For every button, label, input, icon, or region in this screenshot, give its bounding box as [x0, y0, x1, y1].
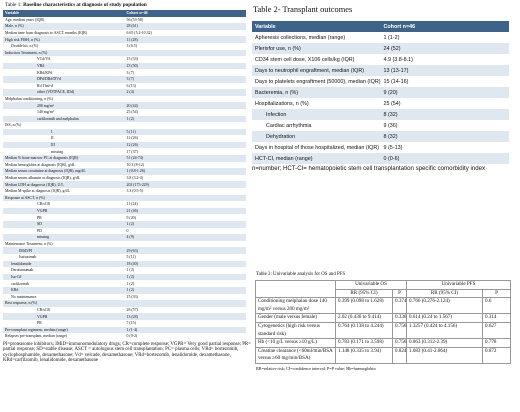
table-row: [252, 32, 509, 43]
table-row: [3, 129, 246, 136]
row-label: III: [3, 142, 125, 149]
table-row: [3, 30, 246, 37]
cell-pfs-rr: 1.083 (0.41-2.864): [407, 347, 483, 363]
row-value: 11 (28): [125, 36, 247, 43]
row-label: Median hemoglobin at diagnosis (IQR), g/dL: [5, 162, 76, 167]
table-row: [3, 320, 246, 327]
row-value: 1 (2): [126, 281, 134, 286]
table2-footnote: n=number; HCT-CI= hematopoietic stem cell transplantation specific comorbidity index: [252, 165, 486, 172]
table-row: [256, 339, 511, 348]
table-row: [3, 69, 246, 76]
row-value: 1 (2): [125, 287, 247, 294]
table1-caption-title: Baseline characteristics at diagnosis of study population: [23, 2, 147, 8]
table-row: [3, 274, 246, 281]
row-label: Apheresis collections, median (range): [255, 34, 346, 41]
table3-caption: Table 3: Univariable analysis for OS and PFS: [256, 272, 346, 277]
table-row: [252, 131, 509, 142]
table-row: [3, 287, 246, 294]
row-value: [125, 241, 247, 248]
row-value: 18 (40): [125, 261, 247, 268]
table-row: [252, 87, 509, 98]
row-label: Pre-transplant regimens, median (range): [3, 327, 125, 334]
table1-header-cohort: Cohort n=46: [125, 10, 247, 17]
row-value: [125, 122, 247, 129]
cell-pfs-p: 0.872: [483, 347, 511, 363]
row-label: DPd/DRd/DVd: [3, 76, 125, 83]
row-value: 51 (24-74): [125, 155, 247, 162]
cell-os-p: 0.336: [393, 314, 407, 323]
row-label: lenalidomide: [3, 261, 125, 268]
table-row: [3, 89, 246, 96]
table1-body: [3, 17, 246, 340]
table-row: [3, 142, 246, 149]
row-value: 1 (2): [125, 274, 247, 281]
table-row: [252, 109, 509, 120]
row-label: Male, n (%): [3, 23, 125, 30]
cell-pfs-rr: 0.863 (0.312-2.39): [407, 339, 483, 348]
table-row: [3, 148, 246, 155]
table-row: [252, 65, 509, 76]
table3-body: [256, 298, 511, 364]
table3-header-pfs-p: P: [483, 289, 511, 298]
row-value: 9 (20): [126, 215, 136, 220]
row-value: 1 (1-2): [383, 34, 400, 41]
row-label: PD: [37, 228, 42, 233]
row-value: 9 (5-13): [383, 144, 403, 151]
cell-pfs-rr: 0.766 (0.276-2.124): [407, 298, 483, 314]
table-row: [3, 300, 246, 307]
table-row: [3, 23, 246, 30]
row-label: CR/sCR: [37, 307, 50, 312]
row-value: 6 (13): [126, 83, 136, 88]
cell-label: Hb (<10 g/L versus ≥10 g/L): [256, 339, 336, 348]
table-row: [3, 214, 246, 221]
table3-footnote: RR=relative risk; CI=confidence interval; P=P value; Hb=haemoglobin: [256, 365, 376, 371]
row-label: Median serum albumin at diagnosis (IQR), g/dL: [5, 176, 81, 181]
cell-os-rr: 0.764 (0.138 to 4.244): [336, 322, 393, 338]
row-label: Days in hospital of those hospitalized, median (IQR): [255, 144, 380, 151]
cell-pfs-rr: 0.614 (0.24 to 1.567): [407, 314, 483, 323]
row-value: 25 (54): [383, 100, 401, 107]
table-row: [3, 201, 246, 208]
row-value: 3.8 (3.2-4): [126, 176, 144, 181]
row-value: 0: [126, 228, 129, 233]
row-label: carfilzomib: [11, 281, 29, 286]
row-label: 140 mg/m²: [37, 110, 55, 115]
table-row: [3, 102, 246, 109]
row-value: 12 (26): [125, 142, 247, 149]
cell-label: Creatine clearance (<60ml/min/BSA versus ≥60 mg/min/BSA): [256, 347, 336, 363]
table-row: [3, 267, 246, 274]
row-value: 3 (7): [125, 76, 247, 83]
row-value: 15 (33): [126, 57, 138, 62]
row-label: Induction Treatment, n (%): [3, 50, 125, 57]
row-label: I: [3, 129, 125, 136]
row-label: 200 mg/m²: [3, 102, 125, 109]
row-label: Median serum creatinine at diagnosis (IQR), mg/dL: [3, 168, 125, 175]
row-label: II: [51, 136, 54, 141]
row-label: Median time from diagnosis to ASCT, months (IQR): [5, 30, 88, 35]
row-label: Median LDH at diagnosis (IQR), U/L: [3, 181, 125, 188]
table-row: [3, 122, 246, 129]
row-label: Bacteremia, n (%): [252, 87, 381, 98]
row-value: 5 (11): [125, 129, 247, 136]
row-label: Infection: [252, 109, 381, 120]
cell-pfs-p: 0.778: [483, 339, 511, 348]
table3-header-pfs-rr: RR (95% CI): [407, 289, 483, 298]
row-label: PR: [37, 215, 42, 220]
row-label: Dehydration: [252, 131, 381, 142]
row-value: 21 (46): [125, 208, 247, 215]
cell-label: Conditioning melphalan dose 140 mg/m² versus 200 mg/m²: [256, 298, 336, 314]
row-value: [125, 50, 247, 57]
row-label: VRd: [3, 63, 125, 70]
row-value: 29 (63): [125, 247, 247, 254]
table-row: [3, 135, 246, 142]
row-value: 13 (28): [125, 313, 247, 320]
row-value: 13 (13-17): [381, 65, 510, 76]
row-label: HCT-CI, median (range): [252, 153, 381, 164]
table1-header-variable: Variable: [3, 10, 125, 17]
table-row: [3, 333, 246, 340]
table-row: [3, 109, 246, 116]
row-label: Best response, n (%): [3, 300, 125, 307]
row-value: 0 (0-2): [126, 334, 138, 339]
row-value: 4 (9): [125, 234, 247, 241]
cell-pfs-p: 0.6: [483, 298, 511, 314]
table-row: [252, 76, 509, 87]
row-label: Isatuximab: [19, 255, 37, 260]
row-label: Isa-Cd: [3, 274, 125, 281]
table-row: [3, 307, 246, 314]
table-row: [3, 17, 246, 24]
row-label: Days to neutrophil engraftment, median (IQR): [252, 65, 381, 76]
row-label: Daratumumab: [11, 268, 34, 273]
table-row: [252, 43, 509, 54]
table-row: [3, 116, 246, 123]
table1: [3, 10, 246, 340]
table-row: [3, 294, 246, 301]
table-row: [3, 50, 246, 57]
row-label: Plerixfor use, n (%): [252, 43, 381, 54]
row-value: 15 (14-16): [383, 78, 409, 85]
table2-header-cohort: Cohort n=46: [381, 21, 510, 32]
table-row: [3, 254, 246, 261]
row-label: SD: [3, 221, 125, 228]
table3-block: [255, 271, 518, 372]
cell-pfs-rr: 1.3257 (0.424 to 4.156): [407, 322, 483, 338]
row-value: 1 (1-4): [125, 327, 247, 334]
row-label: No maintenance: [11, 294, 37, 299]
row-label: VGPR: [3, 313, 125, 320]
cell-os-rr: 1.148 (0.335 to 3.94): [336, 347, 393, 363]
row-value: 56 (53-58): [126, 17, 144, 22]
table-row: [3, 43, 246, 50]
table-row: [252, 120, 509, 131]
row-value: 8 (32): [381, 131, 510, 142]
table-row: [256, 322, 511, 338]
row-value: 12 (26): [126, 136, 138, 141]
row-value: 9 (20): [381, 87, 510, 98]
cell-os-rr: 2.02 (0.436 to 9.414): [336, 314, 393, 323]
table-row: [3, 181, 246, 188]
row-label: IMiD/PI: [3, 247, 125, 254]
row-value: [125, 96, 247, 103]
cell-label: Cytogenetics (high risk versus standard risk): [256, 322, 336, 338]
table-row: [252, 142, 509, 153]
table-row: [3, 221, 246, 228]
table3-header-os-rr: RR (95% CI): [336, 289, 393, 298]
table-row: [3, 175, 246, 182]
table-row: [3, 188, 246, 195]
row-value: 24 (52): [381, 43, 510, 54]
row-label: CD34 stem cell dose, X106 cells/kg (IQR): [255, 56, 355, 63]
row-label: Relapses pre-transplant, median (range): [5, 334, 68, 339]
table-row: [3, 195, 246, 202]
row-value: 3 (7): [126, 70, 134, 75]
row-value: 25 (54): [126, 110, 138, 115]
table-row: [3, 313, 246, 320]
row-value: 2 (4): [125, 89, 247, 96]
row-label: Median % bone marrow PC at diagnosis (IQR): [3, 155, 125, 162]
table2-body: [252, 32, 509, 164]
row-value: 17 (37): [126, 149, 138, 154]
cell-os-rr: 0.399 (0.098 to 1.628): [336, 298, 393, 314]
table-row: [252, 153, 509, 164]
table2: [252, 21, 509, 164]
row-label: PR: [37, 321, 42, 326]
row-value: 3.3 (0.5-5): [126, 189, 144, 194]
cell-os-p: 0.756: [393, 339, 407, 348]
row-label: Maintenance Treatment, n (%): [5, 241, 53, 246]
table3-header-pfs: Univariable PFS: [407, 281, 511, 290]
row-value: 5 (11): [126, 255, 136, 260]
table-row: [3, 247, 246, 254]
row-label: High risk FISH, n (%): [3, 36, 125, 43]
table-row: [3, 168, 246, 175]
table-row: [3, 162, 246, 169]
cell-os-p: 0.374: [393, 298, 407, 314]
table3-header-blank: [256, 281, 336, 298]
row-label: Age, median years (IQR): [5, 17, 45, 22]
table-row: [3, 155, 246, 162]
row-label: VGPR: [3, 208, 125, 215]
row-value: 10.3 (8-12): [126, 162, 145, 167]
row-value: 8 (32): [381, 109, 510, 120]
table1-footnote: PI=proteasome inhibitors; IMiD=immunomodulatory drugs; CR=complete response; VGPR= Very good partial response; PR= partial response; SD=stable disease; ASCT = autologous stem cell transplantation; PC= plasma cells; VRd= bortezomib, cyclophosphamide, dexamethasone; Vd= velcade, dexamethasone; VRd=bortezomib, lenalidomide, dexamethasone, KRd=carfilzomib, lenalidomide, dexamethasone: [3, 341, 251, 364]
row-label: KRd: [3, 287, 125, 294]
row-value: 15 (33): [126, 294, 138, 299]
row-value: 1 (0.8-1.26): [125, 168, 247, 175]
row-value: 28 (61): [125, 23, 247, 30]
row-label: other (VDTPACE, IDd): [3, 89, 125, 96]
row-value: 23 (50): [125, 63, 247, 70]
row-value: 1 (2): [126, 268, 134, 273]
table-row: [256, 298, 511, 314]
row-label: CR/sCR: [37, 202, 50, 207]
row-label: missing: [3, 234, 125, 241]
table1-block: [3, 2, 251, 364]
cell-pfs-p: 0.627: [483, 322, 511, 338]
row-label: Cardiac arrhythmia: [266, 122, 312, 129]
table2-header-variable: Variable: [252, 21, 381, 32]
table-row: [3, 241, 246, 248]
row-label: Response at ASCT, n (%): [3, 195, 125, 202]
row-label: KRd/KPd: [37, 70, 53, 75]
row-label: VCd/VA: [37, 57, 51, 62]
table1-caption-prefix: Table 1:: [5, 2, 24, 8]
table1-caption: [5, 2, 246, 9]
row-label: Days to platelets engraftment (50000), median (IQR): [255, 78, 381, 85]
table-row: [3, 280, 246, 287]
table-row: [3, 96, 246, 103]
row-value: [125, 195, 247, 202]
table3: [255, 280, 511, 364]
row-value: 1 (2): [125, 221, 247, 228]
cell-label: Gender (male versus female): [256, 314, 336, 323]
cell-os-p: 0.756: [393, 322, 407, 338]
table-row: [256, 347, 511, 363]
table-row: [256, 314, 511, 323]
table3-header-os-p: P: [393, 289, 407, 298]
cell-pfs-p: 0.314: [483, 314, 511, 323]
row-value: [125, 300, 247, 307]
table-row: [252, 98, 509, 109]
row-value: 20 (44): [125, 102, 247, 109]
table-row: [3, 63, 246, 70]
table-row: [3, 56, 246, 63]
table3-header-os: Univariable OS: [336, 281, 407, 290]
row-value: 3 (6.5): [126, 44, 137, 49]
row-value: 28 (57): [126, 307, 138, 312]
row-label: carfilzomib and melphalan: [3, 116, 125, 123]
row-value: 7 (15): [126, 321, 136, 326]
row-value: 1 (2): [125, 116, 247, 123]
row-label: Median M-spike at diagnosis (IQR), g/dL: [5, 189, 70, 194]
table2-block: [252, 4, 518, 173]
row-label: Melphalan conditioning, n (%): [5, 96, 53, 101]
row-label: Rd Thal-d: [37, 83, 53, 88]
table-row: [3, 234, 246, 241]
table-row: [3, 76, 246, 83]
table-row: [252, 54, 509, 65]
table-row: [3, 208, 246, 215]
table-row: [3, 228, 246, 235]
row-value: 11 (24): [126, 202, 138, 207]
row-value: 6.65 (5.2-10.32): [126, 30, 152, 35]
row-label: Hospitalizations, n (%): [255, 100, 309, 107]
table-row: [3, 261, 246, 268]
row-label: ISS, n (%): [5, 123, 22, 128]
row-value: 9 (36): [383, 122, 398, 129]
table2-caption: Table 2- Transplant outcomes: [253, 5, 353, 14]
table-row: [3, 327, 246, 334]
row-label: missing: [51, 149, 64, 154]
cell-os-rr: 0.783 (0.171 to 3.598): [336, 339, 393, 348]
cell-os-p: 0.824: [393, 347, 407, 363]
row-value: 4.9 (3.8-8.1): [383, 56, 413, 63]
row-value: 0 (0-6): [381, 153, 510, 164]
table-row: [3, 36, 246, 43]
row-value: 203 (175-229): [125, 181, 247, 188]
table-row: [3, 83, 246, 90]
row-label: Double hit, n (%): [11, 44, 39, 49]
